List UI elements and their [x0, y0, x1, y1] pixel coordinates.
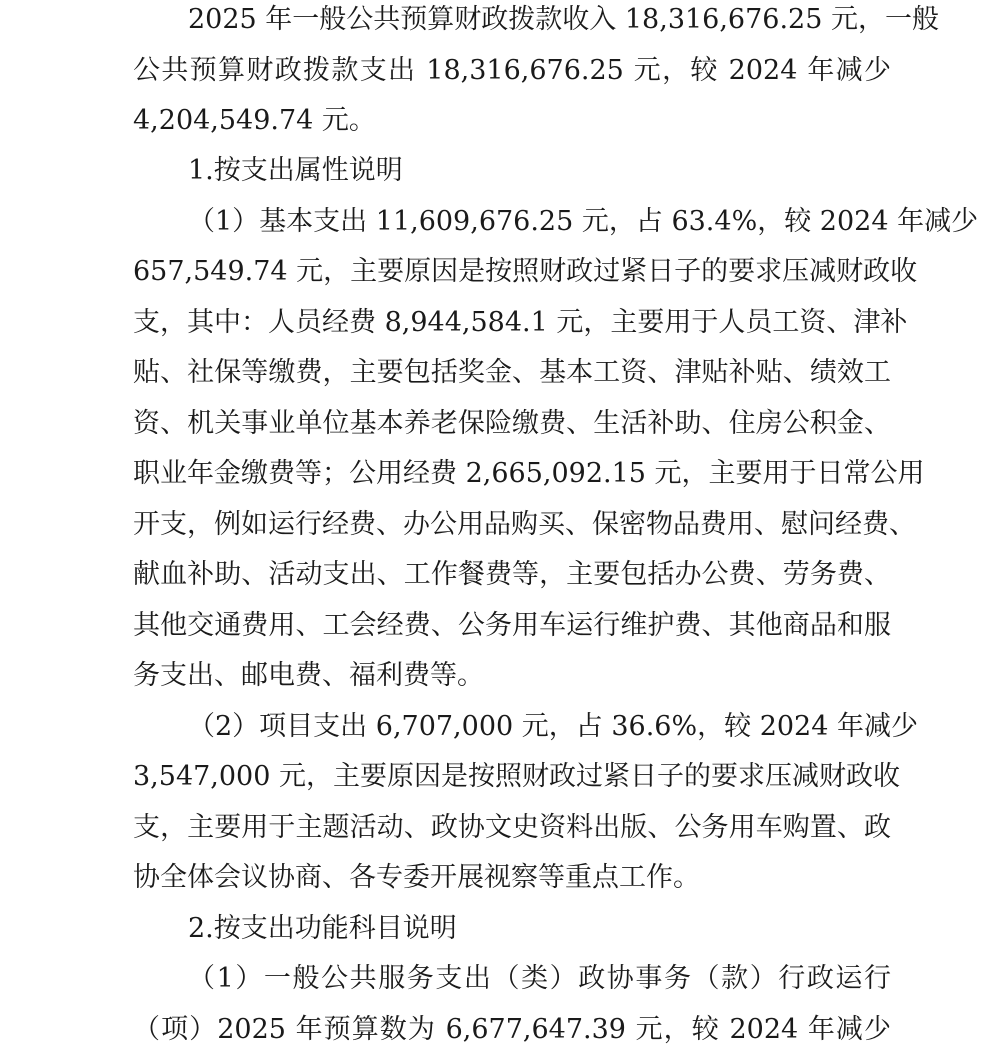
text-line: 支，主要用于主题活动、政协文史资料出版、公务用车购置、政: [133, 812, 891, 843]
text-line: 协全体会议协商、各专委开展视察等重点工作。: [133, 862, 700, 893]
text-line: 支，其中：人员经费 8,944,584.1 元，主要用于人员工资、津补: [133, 307, 908, 338]
text-line: 资、机关事业单位基本养老保险缴费、生活补助、住房公积金、: [133, 408, 891, 439]
text-line: 开支，例如运行经费、办公用品购买、保密物品费用、慰问经费、: [133, 509, 916, 540]
text-line: 657,549.74 元，主要原因是按照财政过紧日子的要求压减财政收: [133, 256, 918, 287]
text-line: （1）基本支出 11,609,676.25 元，占 63.4%，较 2024 年减少: [188, 206, 979, 237]
text-line: 职业年金缴费等；公用经费 2,665,092.15 元，主要用于日常公用: [133, 458, 925, 489]
text-line: 公共预算财政拨款支出 18,316,676.25 元，较 2024 年减少: [133, 55, 891, 86]
text-line: 4,204,549.74 元。: [133, 105, 376, 136]
text-line: 2025 年一般公共预算财政拨款收入 18,316,676.25 元，一般: [188, 4, 939, 35]
text-line: （1）一般公共服务支出（类）政协事务（款）行政运行: [188, 963, 891, 994]
text-line: （2）项目支出 6,707,000 元，占 36.6%，较 2024 年减少: [188, 711, 918, 742]
section-heading: 2.按支出功能科目说明: [188, 913, 457, 944]
text-line: 其他交通费用、工会经费、公务用车运行维护费、其他商品和服: [133, 610, 891, 641]
section-heading: 1.按支出属性说明: [188, 155, 403, 186]
text-line: 务支出、邮电费、福利费等。: [133, 660, 484, 691]
text-line: （项）2025 年预算数为 6,677,647.39 元，较 2024 年减少: [133, 1014, 891, 1045]
text-line: 献血补助、活动支出、工作餐费等，主要包括办公费、劳务费、: [133, 559, 891, 590]
text-line: 3,547,000 元，主要原因是按照财政过紧日子的要求压减财政收: [133, 761, 900, 792]
text-line: 贴、社保等缴费，主要包括奖金、基本工资、津贴补贴、绩效工: [133, 357, 891, 388]
